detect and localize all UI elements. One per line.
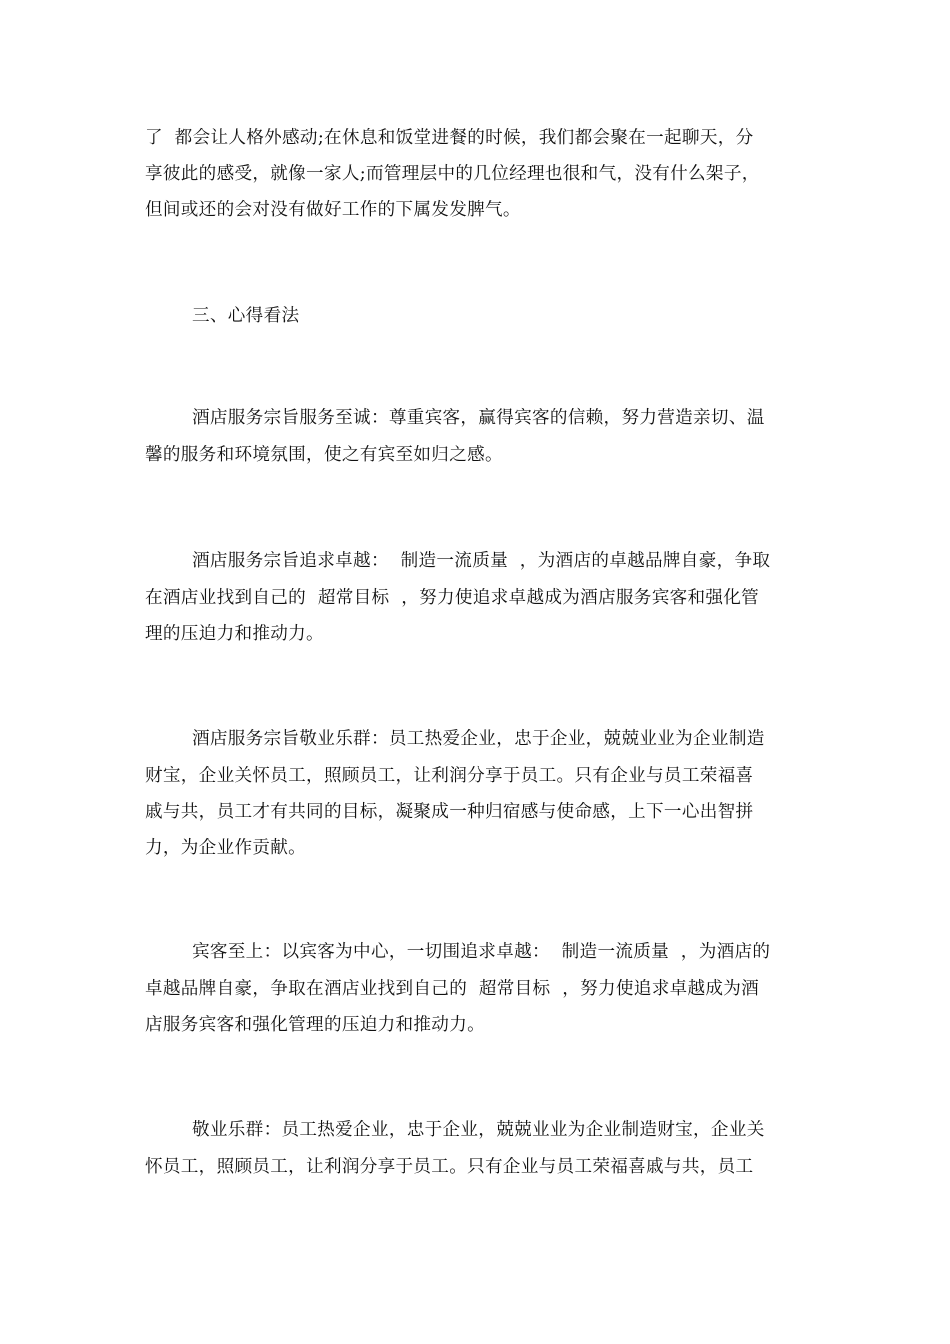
text-line: 怀员工，照顾员工，让利润分享于员工。只有企业与员工荣福喜戚与共，员工: [145, 1157, 754, 1177]
text-line: 在酒店业找到自己的 超常目标 ，努力使追求卓越成为酒店服务宾客和强化管: [145, 588, 760, 608]
text-line: 卓越品牌自豪，争取在酒店业找到自己的 超常目标 ，努力使追求卓越成为酒: [145, 979, 760, 999]
text-line: 酒店服务宗旨服务至诚：尊重宾客，赢得宾客的信赖，努力营造亲切、温: [192, 408, 765, 428]
text-line: 戚与共，员工才有共同的目标，凝聚成一种归宿感与使命感，上下一心出智拼: [145, 802, 754, 822]
text-line: 理的压迫力和推动力。: [145, 624, 324, 644]
section-heading: 三、心得看法: [192, 306, 300, 326]
text-line: 了 都会让人格外感动;在休息和饭堂进餐的时候，我们都会聚在一起聊天，分: [145, 128, 754, 148]
text-line: 力，为企业作贡献。: [145, 838, 307, 858]
text-line: 宾客至上：以宾客为中心，一切围追求卓越： 制造一流质量 ，为酒店的: [192, 942, 771, 962]
text-line: 酒店服务宗旨追求卓越： 制造一流质量 ，为酒店的卓越品牌自豪，争取: [192, 551, 771, 571]
text-line: 馨的服务和环境氛围，使之有宾至如归之感。: [145, 445, 503, 465]
text-line: 敬业乐群：员工热爱企业，忠于企业，兢兢业业为企业制造财宝，企业关: [192, 1120, 765, 1140]
text-line: 享彼此的感受，就像一家人;而管理层中的几位经理也很和气，没有什么架子，: [145, 164, 760, 184]
text-line: 但间或还的会对没有做好工作的下属发发脾气。: [145, 200, 521, 220]
text-line: 酒店服务宗旨敬业乐群：员工热爱企业，忠于企业，兢兢业业为企业制造: [192, 729, 765, 749]
text-line: 财宝，企业关怀员工，照顾员工，让利润分享于员工。只有企业与员工荣福喜: [145, 766, 754, 786]
text-line: 店服务宾客和强化管理的压迫力和推动力。: [145, 1015, 485, 1035]
